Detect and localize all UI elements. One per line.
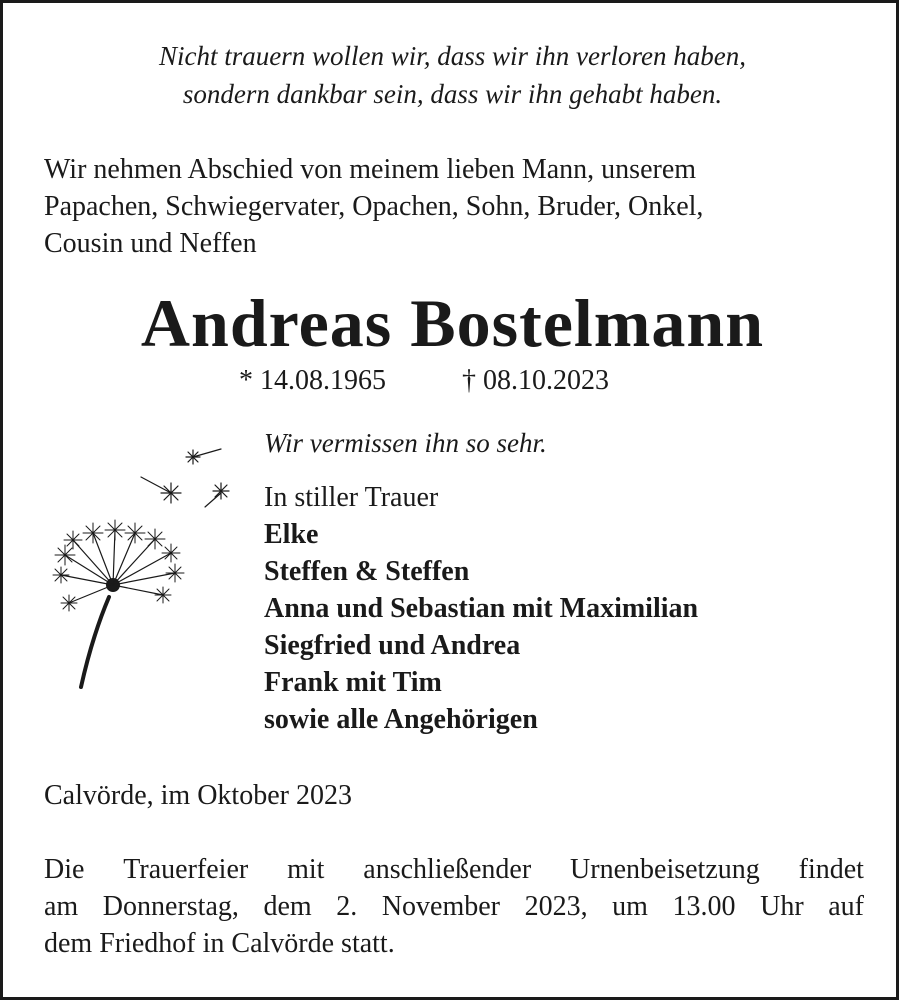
mourner-name: Steffen & Steffen [264,556,470,587]
mourner-name: sowie alle Angehörigen [264,704,538,735]
missing-text: Wir vermissen ihn so sehr. [264,428,547,458]
intro-line-1: Wir nehmen Abschied von meinem lieben Mann, unserem [44,154,697,185]
intro-text [44,151,864,262]
birth-date: * 14.08.1965 [239,365,386,396]
motto-quote [3,37,899,113]
deceased-name: Andreas Bostelmann [140,285,765,361]
word: Die [44,854,85,885]
mourner-name: Elke [264,519,319,550]
word: auf [828,891,864,922]
intro-line-2: Papachen, Schwiegervater, Opachen, Sohn, Bruder, Onkel, [44,191,704,222]
word: Urnenbeisetzung [570,854,760,885]
ceremony-info [44,851,864,962]
word: Trauerfeier [123,854,249,885]
motto-line-1: Nicht trauern wollen wir, dass wir ihn verloren haben, [159,41,746,71]
word: 13.00 [672,891,736,922]
mourners-list [264,479,698,738]
intro-line-3: Cousin und Neffen [44,228,257,259]
word: 2023, [524,891,588,922]
word: 2. [336,891,358,922]
mourners-lead: In stiller Trauer [264,482,439,513]
dandelion-icon [43,435,243,695]
word: um [612,891,648,922]
place-date: Calvörde, im Oktober 2023 [44,780,352,811]
mourner-name: Frank mit Tim [264,667,442,698]
word: dem [263,891,312,922]
ceremony-line-1 [44,851,864,888]
motto-line-2: sondern dankbar sein, dass wir ihn gehabt haben. [182,79,723,109]
mourner-name: Siegfried und Andrea [264,630,521,661]
word: Donnerstag, [102,891,239,922]
mourner-name: Anna und Sebastian mit Maximilian [264,593,699,624]
word: Uhr [760,891,804,922]
word: am [44,891,79,922]
word: November [381,891,501,922]
ceremony-line-2 [44,888,864,925]
life-dates [239,363,609,399]
ceremony-line-3: dem Friedhof in Calvörde statt. [44,928,395,959]
word: findet [798,854,864,885]
word: anschließender [363,854,532,885]
word: mit [287,854,325,885]
death-date: † 08.10.2023 [462,365,609,396]
